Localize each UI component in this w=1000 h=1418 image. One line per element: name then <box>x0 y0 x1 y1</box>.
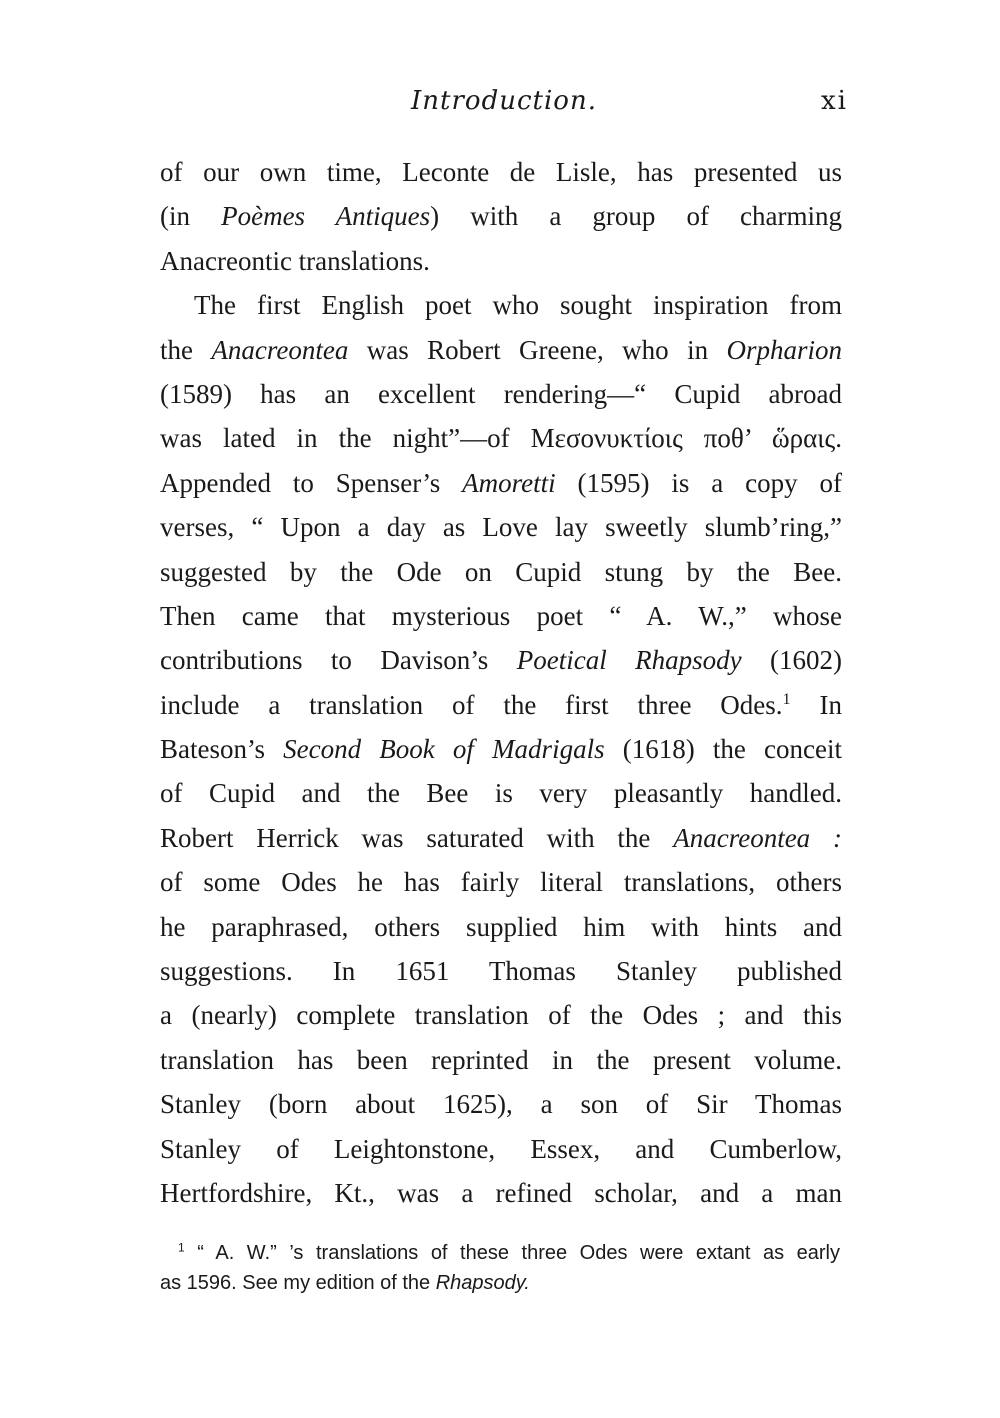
text-segment: was lated in the night”—of Μεσονυκτίοις ποθ’ ὥραις. <box>160 423 842 454</box>
italic-title: Anacreontea <box>211 334 349 365</box>
italic-title: Amoretti <box>462 467 556 498</box>
text-segment: as 1596. See my edition of the <box>160 1272 436 1294</box>
text-segment: (in <box>160 201 222 232</box>
text-segment: Then came that mysterious poet “ A. W.,” whose <box>160 600 842 631</box>
text-segment: contributions to Davison’s <box>160 645 517 676</box>
text-segment: Bateson’s <box>160 734 284 765</box>
text-line <box>160 328 842 372</box>
italic-title: Poetical Rhapsody <box>516 645 742 676</box>
footnote <box>160 1238 840 1298</box>
text-segment: Anacreontic translations. <box>160 245 430 276</box>
text-segment: (1595) is a copy of <box>555 467 842 498</box>
text-segment: (1589) has an excellent rendering—“ Cupid abroad <box>160 378 842 409</box>
text-line <box>160 594 842 638</box>
text-segment: Appended to Spenser’s <box>160 467 463 498</box>
page-number: xi <box>821 86 848 116</box>
text-segment: of some Odes he has fairly literal translations, others <box>160 867 842 898</box>
text-line <box>160 194 842 238</box>
text-line <box>160 683 842 727</box>
italic-title: Anacreontea : <box>673 822 842 853</box>
text-line <box>160 1038 842 1082</box>
text-line <box>160 372 842 416</box>
text-line <box>160 816 842 860</box>
footnote-marker: 1 <box>782 689 791 708</box>
italic-title: Rhapsody. <box>435 1272 530 1294</box>
italic-title: Poèmes Antiques <box>221 201 431 232</box>
text-segment: “ A. W.” ’s translations of these three Odes were extant as early <box>184 1242 840 1264</box>
footnote-marker: 1 <box>178 1240 185 1255</box>
text-segment: of Cupid and the Bee is very pleasantly handled. <box>160 778 842 809</box>
text-line <box>160 283 842 327</box>
body-text <box>160 150 842 1215</box>
text-line <box>160 1171 842 1215</box>
text-segment: suggestions. In 1651 Thomas Stanley published <box>160 956 842 987</box>
text-line <box>160 505 842 549</box>
text-segment: ) with a group of charming <box>430 201 843 232</box>
text-segment: a (nearly) complete translation of the Odes ; and this <box>160 1000 842 1031</box>
running-title: Introduction. <box>411 86 597 116</box>
italic-title: Second Book of Madrigals <box>283 734 605 765</box>
text-segment: (1618) the conceit <box>604 734 842 765</box>
text-line <box>160 860 842 904</box>
text-segment: of our own time, Leconte de Lisle, has presented us <box>160 157 842 187</box>
text-segment: include a translation of the first three Odes. <box>160 689 783 720</box>
footnote-line <box>160 1268 840 1298</box>
text-line <box>160 771 842 815</box>
text-segment: Stanley (born about 1625), a son of Sir Thomas <box>160 1089 842 1120</box>
text-segment: verses, “ Upon a day as Love lay sweetly slumb’ring,” <box>160 512 842 543</box>
text-segment: he paraphrased, others supplied him with hints and <box>160 911 842 942</box>
text-segment: the <box>160 334 212 365</box>
text-segment: (1602) <box>741 645 843 676</box>
text-line <box>160 727 842 771</box>
text-line <box>160 1082 842 1126</box>
text-line <box>160 416 842 460</box>
text-line <box>160 150 842 194</box>
page-header <box>160 82 848 122</box>
text-segment: Stanley of Leightonstone, Essex, and Cumberlow, <box>160 1133 842 1164</box>
text-segment: Hertfordshire, Kt., was a refined scholar, and a man <box>160 1177 842 1208</box>
text-line <box>160 461 842 505</box>
text-line <box>160 239 842 283</box>
text-segment: suggested by the Ode on Cupid stung by the Bee. <box>160 556 842 587</box>
text-line <box>160 949 842 993</box>
text-segment: was Robert Greene, who in <box>348 334 727 365</box>
text-line <box>160 550 842 594</box>
text-segment: translation has been reprinted in the present volume. <box>160 1044 842 1075</box>
text-line <box>160 1127 842 1171</box>
text-line <box>160 905 842 949</box>
text-segment: Robert Herrick was saturated with the <box>160 822 674 853</box>
text-segment: In <box>790 689 842 720</box>
text-segment: The first English poet who sought inspiration from <box>194 290 842 321</box>
text-line <box>160 993 842 1037</box>
text-line <box>160 638 842 682</box>
footnote-line <box>160 1238 840 1268</box>
italic-title: Orpharion <box>726 334 842 365</box>
